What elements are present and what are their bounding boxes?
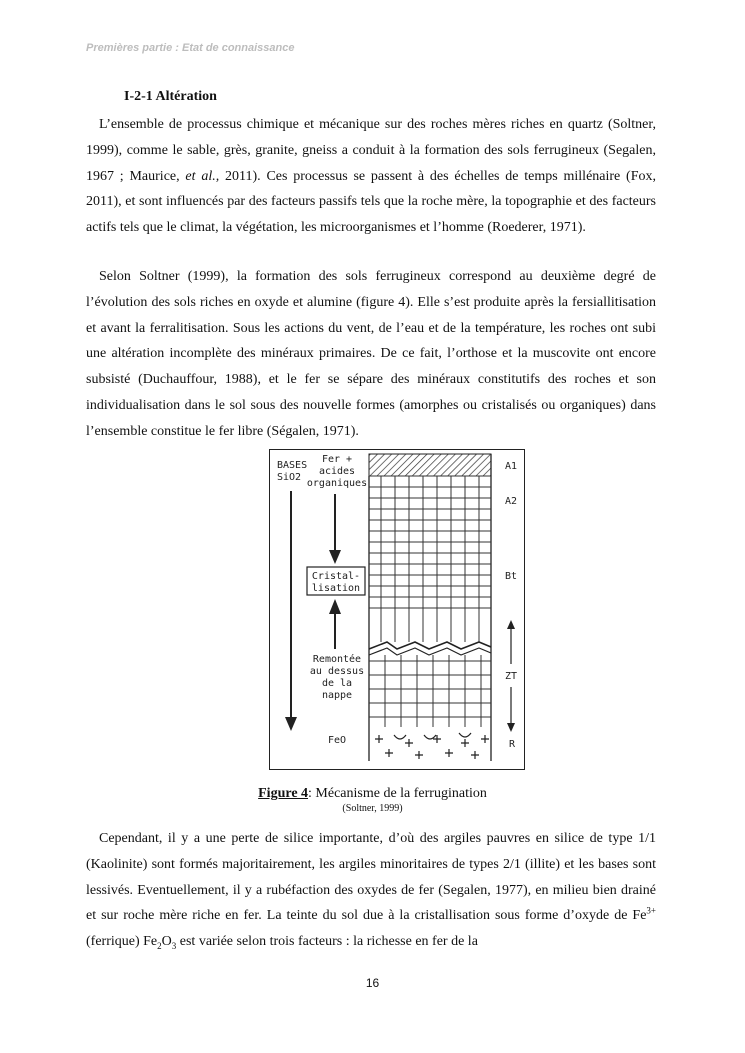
paragraph-text-segment: Cependant, il y a une perte de silice importante, d’où des argiles pauvres en silice de type 1/1 (Kaolinite) sont formés majoritairement, les argiles minoritaires de types 2/1 (illite) et les bases sont lessivés. Eventuellement, il y a rubéfaction des oxydes de fer (Segalen, 1977), en milieu bien drainé et sur roche mère riche en fer. La teinte du sol due à la cristallisation sous forme d’oxyde de Fe xyxy=(86,831,656,924)
ferrugination-diagram xyxy=(269,449,525,770)
section-title: I-2-1 Altération xyxy=(124,89,217,104)
ferrugination-figure xyxy=(269,449,525,770)
label-fer-line2: acides xyxy=(318,466,356,477)
figure-caption-text: : Mécanisme de la ferrugination xyxy=(308,786,487,801)
horizon-a2: A2 xyxy=(505,496,518,507)
label-cristal-line1: Cristal- xyxy=(311,571,361,582)
figure-caption xyxy=(0,786,745,802)
paragraph-text-segment: (ferrique) Fe xyxy=(86,934,158,950)
paragraph-text-segment: 3+ xyxy=(646,905,656,916)
label-cristal-line2: lisation xyxy=(311,583,361,594)
paragraph-text-segment: L’ensemble de processus chimique et mécanique sur des roches mères riches en quartz (Soltner, 1999), comme le sable, grès, granite, gneiss a conduit à la formation des sols ferrugineux (Segalen, 1967 ; Maurice, xyxy=(86,117,656,184)
label-fer-line1: Fer + xyxy=(321,454,353,465)
paragraph-text-segment: et al., xyxy=(185,168,220,184)
label-fer-line3: organiques xyxy=(306,478,368,489)
paragraph-2 xyxy=(86,264,656,445)
paragraph-text-segment: O xyxy=(161,934,172,950)
paragraph-1 xyxy=(86,112,656,241)
paragraph-text-segment: est variée selon trois facteurs : la richesse en fer de la xyxy=(176,934,478,950)
label-sio2: SiO2 xyxy=(277,472,302,483)
paragraph-text-segment: 2 xyxy=(157,940,162,951)
horizon-r: R xyxy=(509,739,516,750)
label-feo: FeO xyxy=(327,735,347,746)
running-header: Premières partie : Etat de connaissance xyxy=(86,42,295,54)
figure-caption-label: Figure 4 xyxy=(258,786,309,801)
horizon-a1: A1 xyxy=(505,461,518,472)
horizon-zt: ZT xyxy=(505,671,518,682)
horizon-bt: Bt xyxy=(505,571,518,582)
label-bases: BASES xyxy=(277,460,308,471)
label-remontee-line4: nappe xyxy=(321,690,353,701)
paragraph-3 xyxy=(86,826,656,955)
label-remontee-line2: au dessus xyxy=(309,666,365,677)
label-remontee-line1: Remontée xyxy=(312,654,362,665)
figure-source: (Soltner, 1999) xyxy=(342,803,403,814)
label-remontee-line3: de la xyxy=(321,678,353,689)
paragraph-text-segment: 3 xyxy=(171,940,177,951)
page-number: 16 xyxy=(365,976,380,990)
paragraph-text-segment: 2011). Ces processus se passent à des échelles de temps millénaire (Fox, 2011), et sont influencés par des facteurs passifs tels que la roche mère, la topographie et des facteurs actifs tels que le climat, la végétation, les microorganismes et l’homme (Roederer, 1971). xyxy=(86,168,657,236)
paragraph-text-segment: Selon Soltner (1999), la formation des sols ferrugineux correspond au deuxième degré de l’évolution des sols riches en oxyde et alumine (figure 4). Elle s’est produite après la fersiallitisation et avant la ferralitisation. Sous les actions du vent, de l’eau et de la température, les roches ont subi une altération incomplète des minéraux primaires. De ce fait, l’orthose et la muscovite ont encore subsisté (Duchauffour, 1988), et le fer se sépare des minéraux constitutifs des roches et son individualisation dans le sol sous des nouvelle formes (amorphes ou cristalisés ou organiques) dans l’ensemble constitue le fer libre (Ségalen, 1971). xyxy=(86,269,656,439)
